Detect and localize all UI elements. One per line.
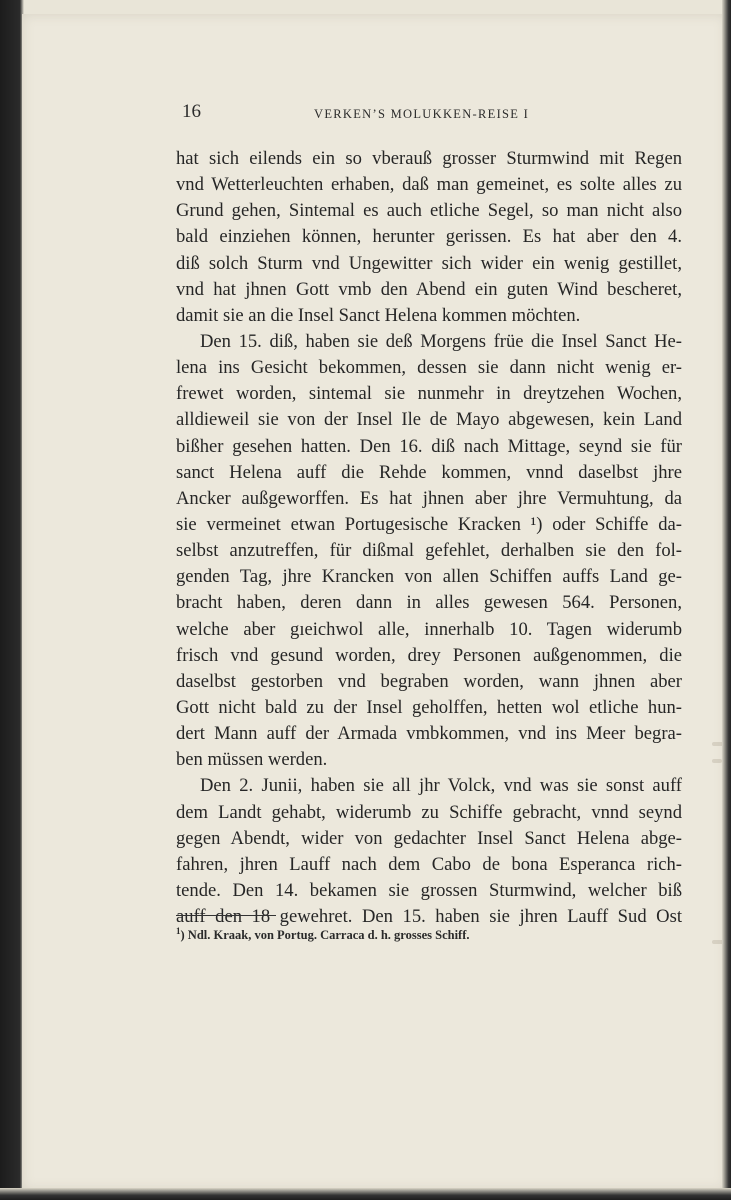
text-line: bracht haben, deren dann in alles gewesen 564. Personen, <box>176 592 682 614</box>
text-line: sanct Helena auff die Rehde kommen, vnnd daselbst jhre <box>176 461 682 483</box>
text-line: bißher gesehen hatten. Den 16. diß nach Mittage, seynd sie für <box>176 435 682 457</box>
text-line: dert Mann auff der Armada vmbkommen, vnd ins Meer begra- <box>176 723 682 745</box>
footnote <box>176 926 470 943</box>
running-title: VERKEN’S MOLUKKEN-REISE I <box>314 107 530 121</box>
text-line: daselbst gestorben vnd begraben worden, wann jhnen aber <box>176 670 682 692</box>
text-line: vnd hat jhnen Gott vmb den Abend ein guten Wind bescheret, <box>176 278 682 300</box>
footnote-text: ) Ndl. Kraak, von Portug. Carraca d. h. grosses Schiff. <box>180 928 470 943</box>
text-line: Ancker außgeworffen. Es hat jhnen aber jhre Vermuhtung, da <box>176 487 682 509</box>
text-line: sie vermeinet etwan Portugesische Kracken ¹) oder Schiffe da- <box>176 513 682 535</box>
bleed-through-mark <box>712 759 722 763</box>
text-line: frewet worden, sintemal sie nunmehr in dreytzehen Wochen, <box>176 383 682 405</box>
paragraph-start-line: Den 2. Junii, haben sie all jhr Volck, vnd was sie sonst auff <box>200 775 682 797</box>
text-line: gegen Abendt, wider von gedachter Insel Sanct Helena abge- <box>176 827 682 849</box>
text-line: dem Landt gehabt, widerumb zu Schiffe gebracht, vnnd seynd <box>176 801 682 823</box>
text-line: auff den 18 gewehret. Den 15. haben sie jhren Lauff Sud Ost <box>176 906 682 928</box>
text-line: fahren, jhren Lauff nach dem Cabo de bona Esperanca rich- <box>176 853 682 875</box>
text-line: selbst anzutreffen, für dißmal gefehlet, derhalben sie den fol- <box>176 540 682 562</box>
text-line: damit sie an die Insel Sanct Helena kommen möchten. <box>176 304 581 326</box>
text-line: ben müssen werden. <box>176 749 328 771</box>
paragraph-start-line: Den 15. diß, haben sie deß Morgens früe die Insel Sanct He- <box>200 330 682 352</box>
text-line: frisch vnd gesund worden, drey Personen außgenommen, die <box>176 644 682 666</box>
text-line: Gott nicht bald zu der Insel geholffen, hetten wol etliche hun- <box>176 696 682 718</box>
text-line: welche aber gıeichwol alle, innerhalb 10. Tagen widerumb <box>176 618 682 640</box>
text-line: alldieweil sie von der Insel Ile de Mayo abgewesen, kein Land <box>176 409 682 431</box>
footnote-marker: 1 <box>176 926 181 936</box>
footnote-rule <box>176 915 276 916</box>
text-line: lena ins Gesicht bekommen, dessen sie dann nicht wenig er- <box>176 357 682 379</box>
text-line: genden Tag, jhre Krancken von allen Schiffen auffs Land ge- <box>176 566 682 588</box>
text-line: Grund gehen, Sintemal es auch etliche Segel, so man nicht also <box>176 200 682 222</box>
text-line: tende. Den 14. bekamen sie grossen Sturmwind, welcher biß <box>176 879 682 901</box>
text-line: hat sich eilends ein so vberauß grosser Sturmwind mit Regen <box>176 148 682 169</box>
text-line: diß solch Sturm vnd Ungewitter sich wider ein wenig gestillet, <box>176 252 682 274</box>
body-text <box>176 146 682 930</box>
page-edge-bottom <box>0 1188 731 1200</box>
text-line: vnd Wetterleuchten erhaben, daß man gemeinet, es solte alles zu <box>176 174 682 196</box>
page-number: 16 <box>182 101 201 122</box>
page-edge-right <box>722 0 731 1200</box>
text-line: bald einziehen können, herunter gerissen. Es hat aber den 4. <box>176 226 682 248</box>
